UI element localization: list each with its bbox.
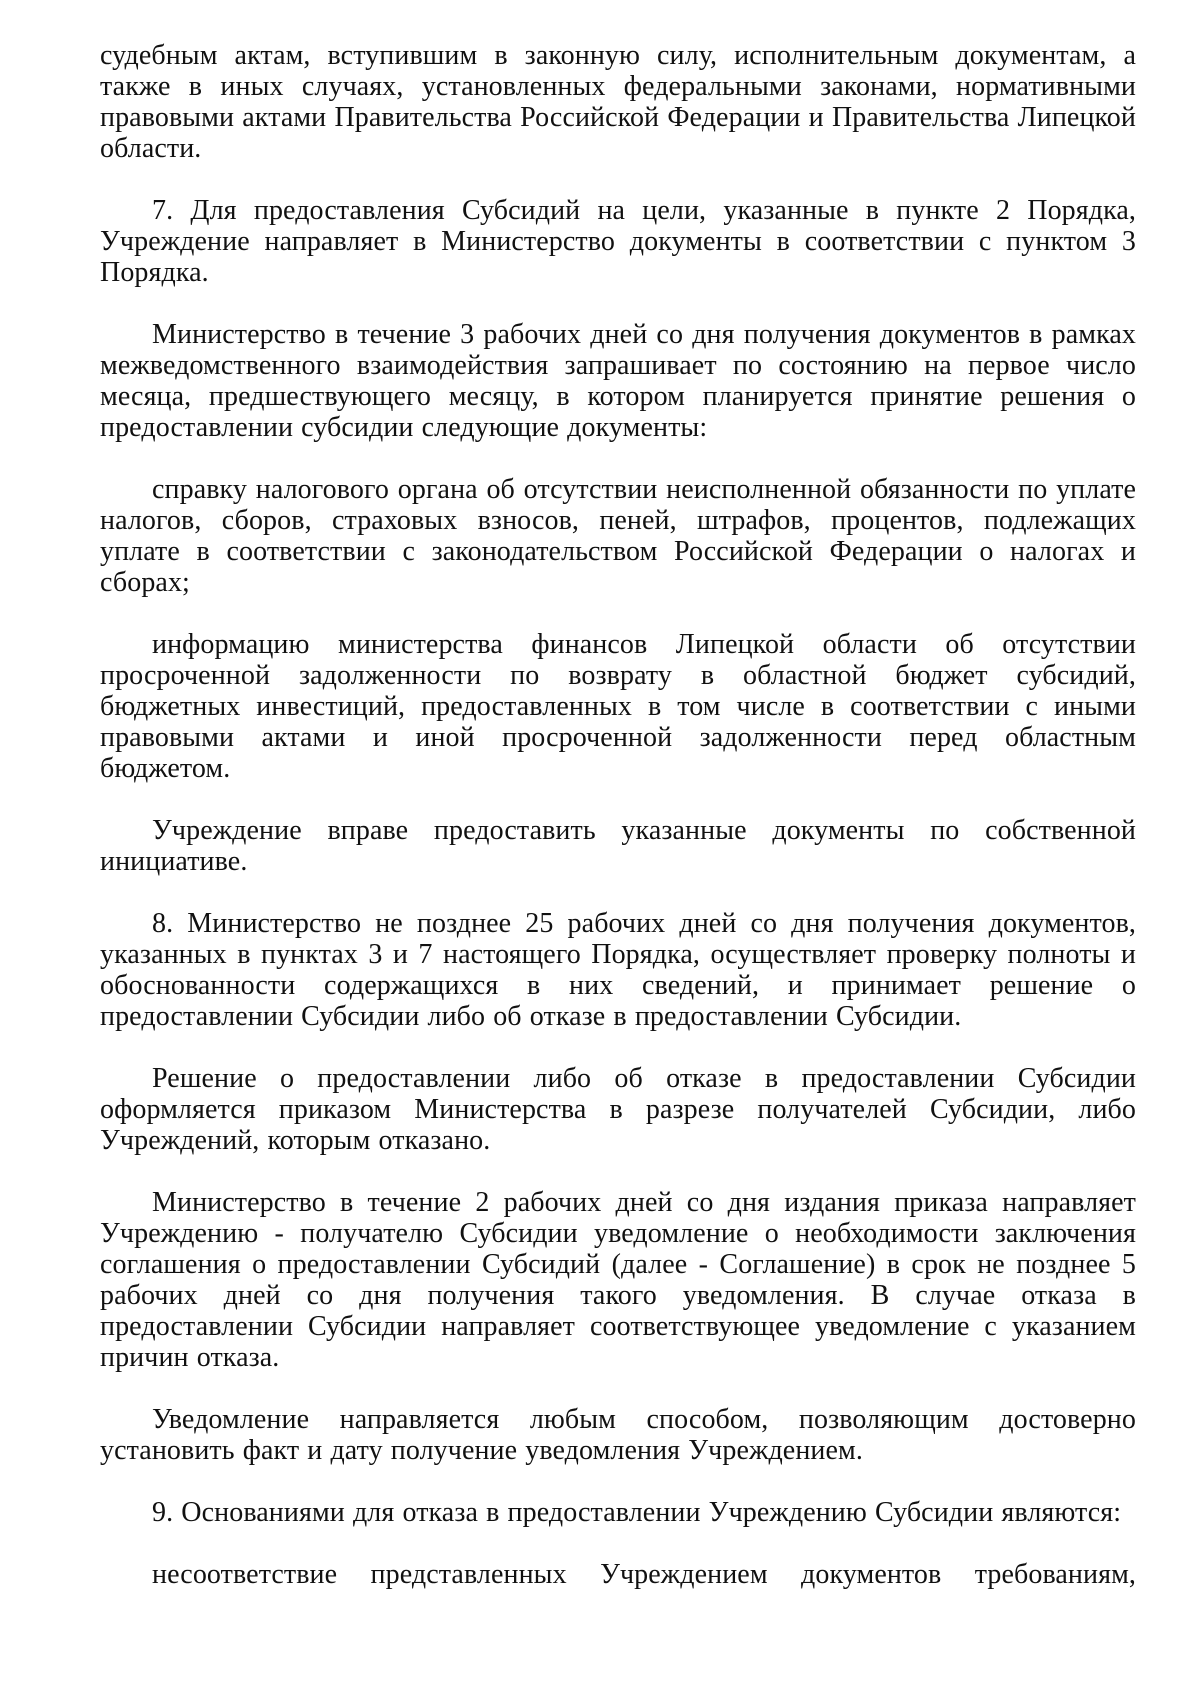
paragraph-item-7: 7. Для предоставления Субсидий на цели, указанные в пункте 2 Порядка, Учреждение направляет в Министерство документы в соответствии с пунктом 3 Порядка.: [100, 195, 1136, 288]
paragraph-notification-method: Уведомление направляется любым способом, позволяющим достоверно установить факт и дату получение уведомления Учреждением.: [100, 1404, 1136, 1466]
paragraph-continuation: судебным актам, вступившим в законную силу, исполнительным документам, а также в иных случаях, установленных федеральными законами, нормативными правовыми актами Правительства Российской Федерации и Правительства Липецкой области.: [100, 40, 1136, 164]
document-body: [100, 40, 1136, 1590]
paragraph-tax-certificate: справку налогового органа об отсутствии неисполненной обязанности по уплате налогов, сборов, страховых взносов, пеней, штрафов, процентов, подлежащих уплате в соответствии с законодательством Российской Федерации о налогах и сборах;: [100, 474, 1136, 598]
paragraph-decision: Решение о предоставлении либо об отказе в предоставлении Субсидии оформляется приказом Министерства в разрезе получателей Субсидии, либо Учреждений, которым отказано.: [100, 1063, 1136, 1156]
paragraph-refusal-ground: несоответствие представленных Учреждением документов требованиям,: [152, 1559, 1136, 1590]
paragraph-notification: Министерство в течение 2 рабочих дней со дня издания приказа направляет Учреждению - получателю Субсидии уведомление о необходимости заключения соглашения о предоставлении Субсидий (далее - Соглашение) в срок не позднее 5 рабочих дней со дня получения такого уведомления. В случае отказа в предоставлении Субсидии направляет соответствующее уведомление с указанием причин отказа.: [100, 1187, 1136, 1373]
paragraph-item-9: 9. Основаниями для отказа в предоставлении Учреждению Субсидии являются:: [152, 1497, 1122, 1528]
paragraph-item-8: 8. Министерство не позднее 25 рабочих дней со дня получения документов, указанных в пунктах 3 и 7 настоящего Порядка, осуществляет проверку полноты и обоснованности содержащихся в них сведений, и принимает решение о предоставлении Субсидии либо об отказе в предоставлении Субсидии.: [100, 908, 1136, 1032]
paragraph-own-initiative: Учреждение вправе предоставить указанные документы по собственной инициативе.: [100, 815, 1136, 877]
paragraph-ministry-request: Министерство в течение 3 рабочих дней со дня получения документов в рамках межведомственного взаимодействия запрашивает по состоянию на первое число месяца, предшествующего месяцу, в котором планируется принятие решения о предоставлении субсидии следующие документы:: [100, 319, 1136, 443]
paragraph-finance-info: информацию министерства финансов Липецкой области об отсутствии просроченной задолженности по возврату в областной бюджет субсидий, бюджетных инвестиций, предоставленных в том числе в соответствии с иными правовыми актами и иной просроченной задолженности перед областным бюджетом.: [100, 629, 1136, 784]
